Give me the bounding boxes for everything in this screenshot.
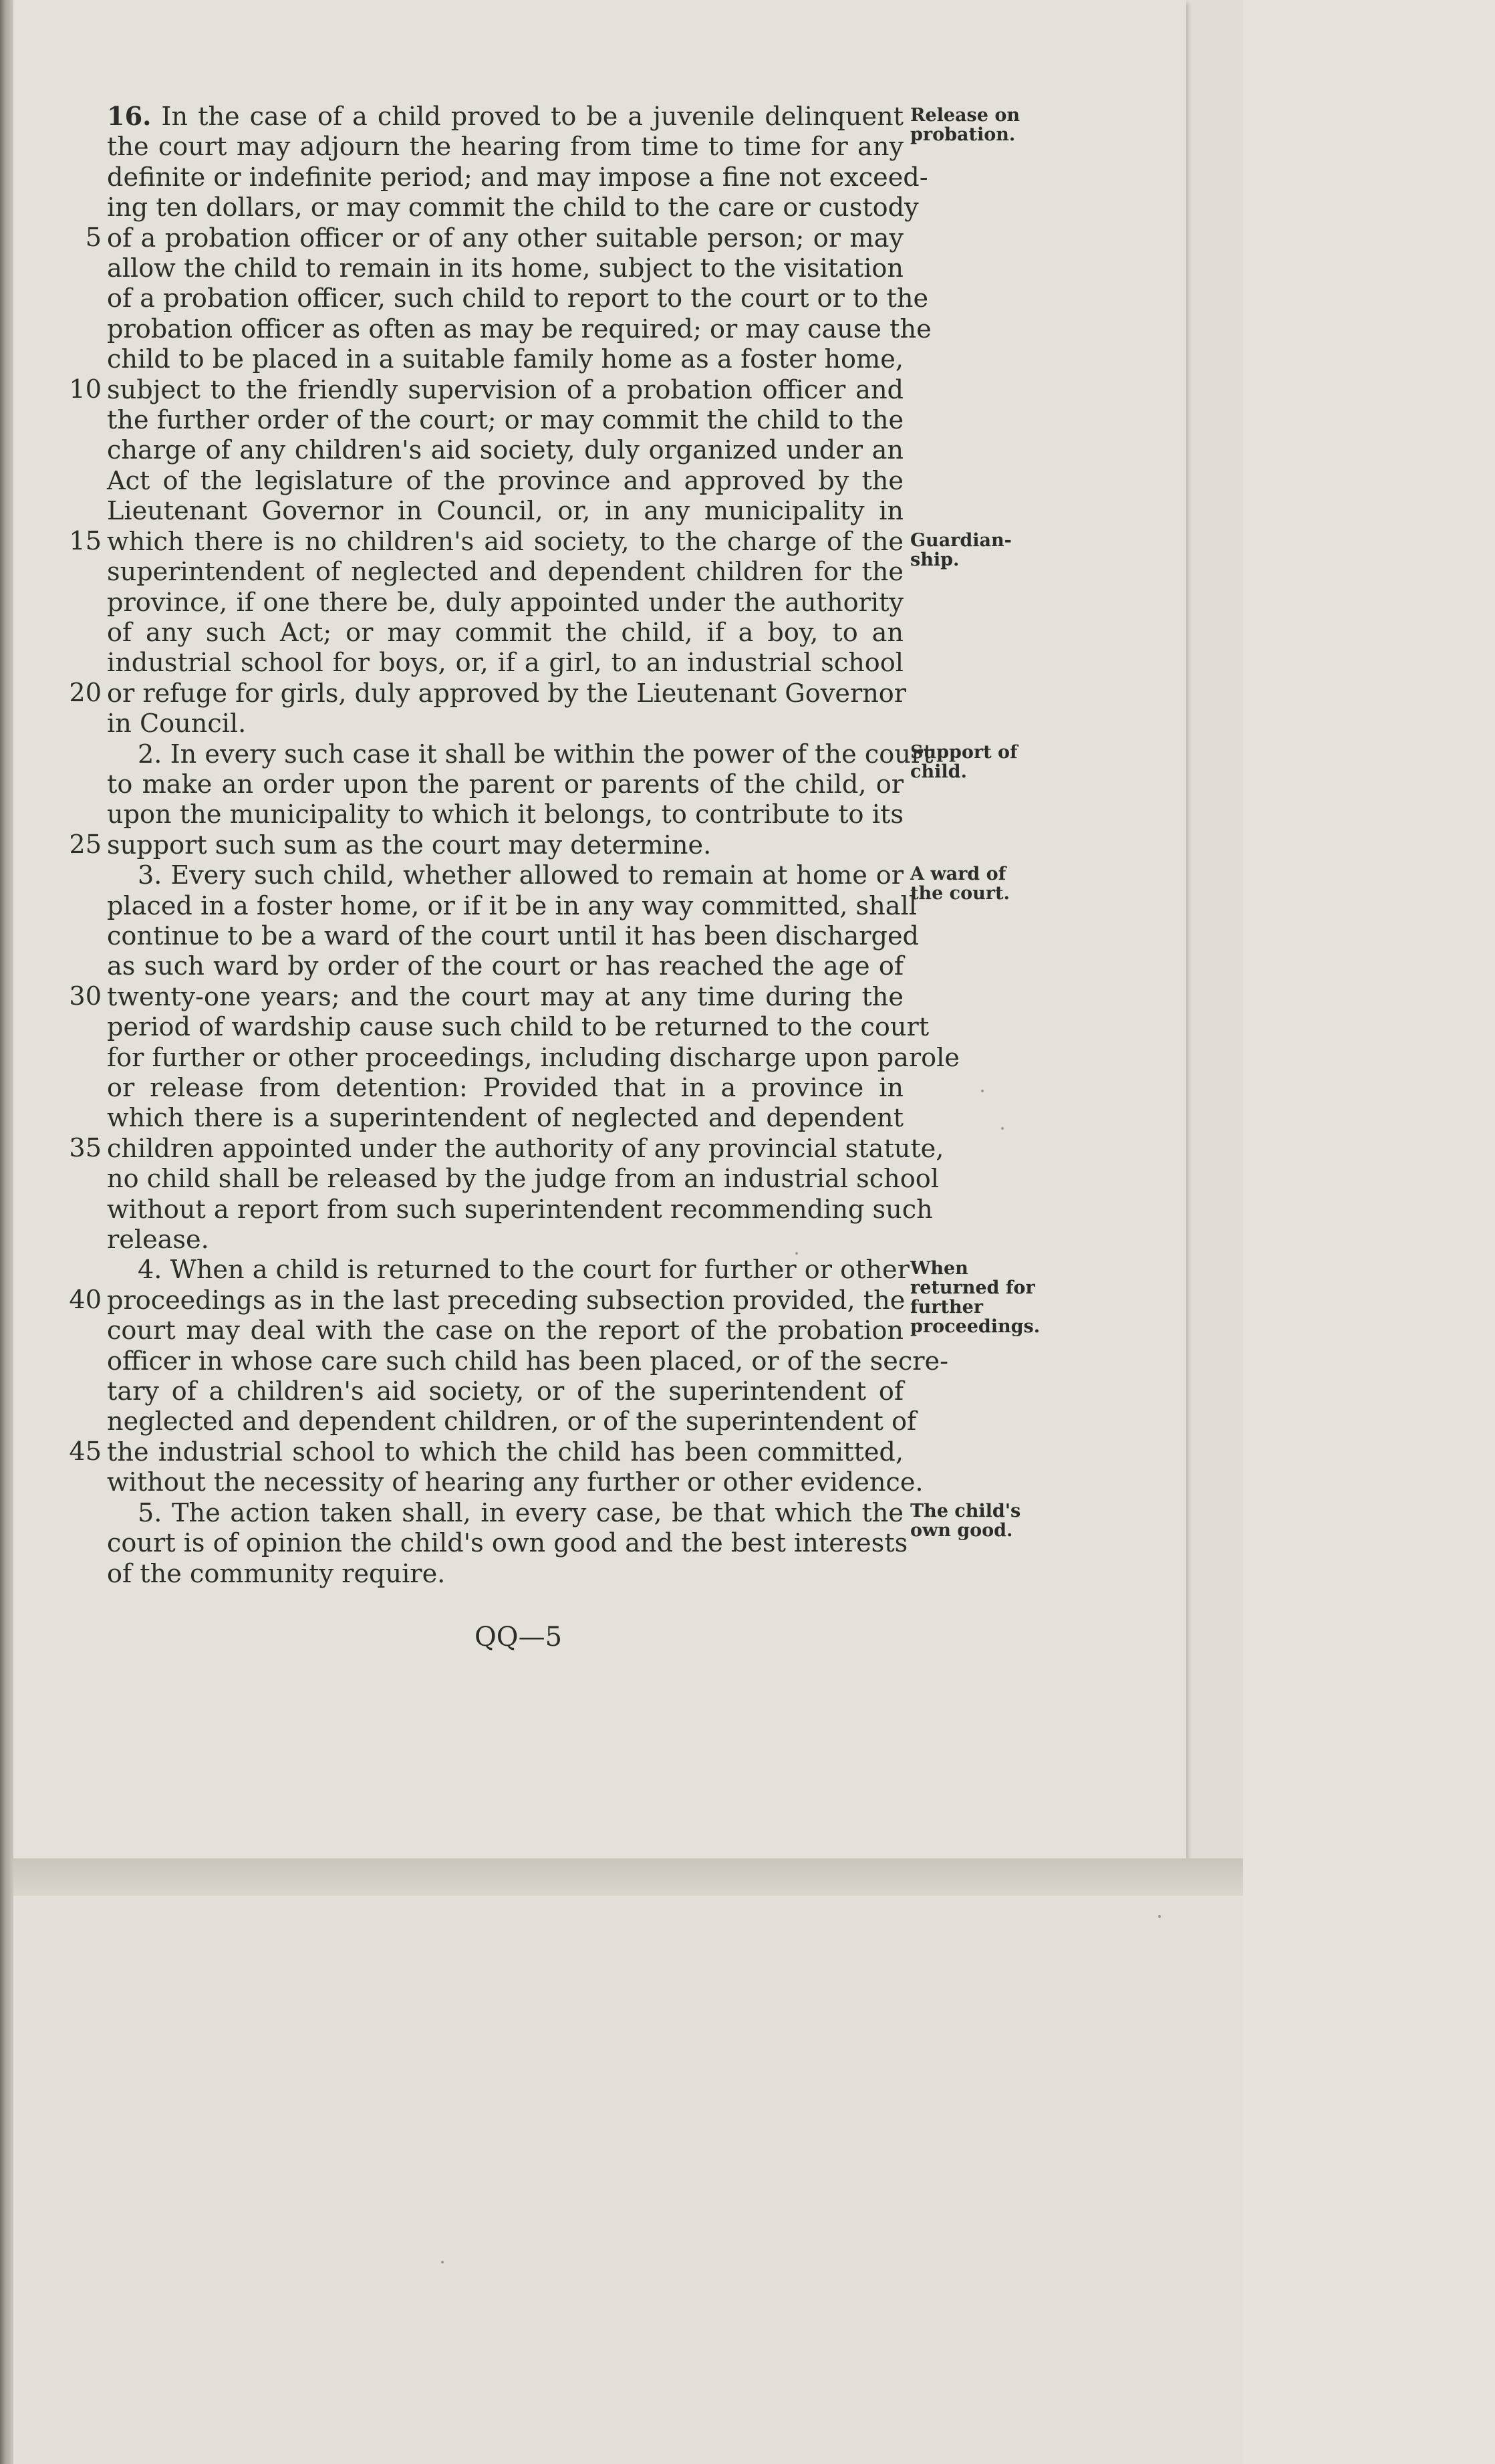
text-line: tary of a children's aid society, or of the superintendent of: [107, 1377, 904, 1407]
text-line: allow the child to remain in its home, subject to the visitation: [107, 254, 904, 284]
text-line: court is of opinion the child's own good and the best interests: [107, 1529, 908, 1559]
text-line: of a probation officer, such child to report to the court or to the: [107, 284, 929, 314]
text-line: no child shall be released by the judge from an industrial school: [107, 1164, 939, 1195]
text-line: 5. The action taken shall, in every case, be that which the: [138, 1498, 904, 1528]
text-line: charge of any children's aid society, duly organized under an: [107, 436, 904, 466]
text-line: or release from detention: Provided that in a province in: [107, 1074, 904, 1103]
line-number: 40: [69, 1285, 102, 1315]
underlying-page-edge-lower: [1243, 0, 1495, 2464]
line-number: 10: [69, 374, 102, 404]
text-line: the court may adjourn the hearing from time to time for any: [107, 132, 904, 162]
line-number: 30: [69, 981, 102, 1011]
text-line: 4. When a child is returned to the court for further or other: [138, 1255, 910, 1285]
text-line: placed in a foster home, or if it be in any way committed, shall: [107, 891, 917, 921]
paper-speck: [1158, 1915, 1161, 1918]
margin-note-ward: [910, 864, 1010, 903]
line-number: 25: [69, 830, 102, 860]
text-line: superintendent of neglected and dependent children for the: [107, 558, 904, 588]
text-line: without a report from such superintendent recommending such: [107, 1195, 933, 1225]
paper-speck: [1001, 1127, 1004, 1130]
text-line: neglected and dependent children, or of the superintendent of: [107, 1407, 917, 1437]
paper-speck: [441, 2261, 444, 2263]
text-line: 16. In the case of a child proved to be a juvenile delinquent: [107, 102, 904, 132]
text-line: of a probation officer or of any other suitable person; or may: [107, 223, 904, 253]
page-folio: QQ—5: [474, 1622, 563, 1652]
margin-note-line: The child's: [910, 1501, 1021, 1522]
text-line: court may deal with the case on the report of the probation: [107, 1316, 904, 1346]
text-line: children appointed under the authority of any provincial statute,: [107, 1134, 944, 1164]
margin-note-line: Guardian-: [910, 529, 1012, 551]
margin-note-line: Support of: [910, 742, 1018, 763]
text-line: in Council.: [107, 709, 247, 739]
text-line: as such ward by order of the court or has reached the age of: [107, 952, 904, 982]
margin-note-line: returned for: [910, 1277, 1035, 1299]
text-line: of the community require.: [107, 1559, 446, 1589]
margin-note-line: the court.: [910, 883, 1010, 904]
text-line: to make an order upon the parent or parents of the child, or: [107, 769, 904, 799]
text-line: or refuge for girls, duly approved by the Lieutenant Governor: [107, 679, 907, 709]
text-line: support such sum as the court may determine.: [107, 830, 712, 860]
blank-lower-page: [13, 1896, 1243, 2464]
text-line: child to be placed in a suitable family home as a foster home,: [107, 345, 904, 375]
line-number: 45: [69, 1437, 102, 1467]
text-line: upon the municipality to which it belongs, to contribute to its: [107, 800, 904, 830]
text-line: the industrial school to which the child has been committed,: [107, 1437, 904, 1467]
text-line: without the necessity of hearing any further or other evidence.: [107, 1468, 924, 1498]
text-line: which there is a superintendent of neglected and dependent: [107, 1104, 904, 1134]
text-line: which there is no children's aid society, to the charge of the: [107, 527, 904, 557]
text-line: twenty-one years; and the court may at any time during the: [107, 982, 904, 1012]
text-line: definite or indefinite period; and may impose a fine not exceed-: [107, 162, 928, 193]
margin-note-support: [910, 743, 1018, 781]
margin-note-line: probation.: [910, 124, 1016, 145]
text-line: probation officer as often as may be required; or may cause the: [107, 314, 932, 344]
text-line: proceedings as in the last preceding subsection provided, the: [107, 1285, 906, 1316]
paper-speck: [795, 1252, 798, 1255]
section-number: 16.: [107, 102, 152, 132]
margin-note-good: [910, 1501, 1021, 1540]
text-line: Lieutenant Governor in Council, or, in any municipality in: [107, 497, 904, 527]
text-line: industrial school for boys, or, if a girl, to an industrial school: [107, 648, 904, 679]
text-line: of any such Act; or may commit the child, if a boy, to an: [107, 618, 904, 648]
text-line: 3. Every such child, whether allowed to remain at home or: [138, 861, 904, 891]
text-line: release.: [107, 1225, 209, 1255]
text-line: the further order of the court; or may commit the child to the: [107, 406, 904, 436]
margin-note-returned: [910, 1259, 1040, 1336]
statute-section-16-body: [69, 102, 960, 1590]
margin-note-line: A ward of: [910, 864, 1006, 884]
line-number: 5: [85, 223, 102, 253]
text-line: subject to the friendly supervision of a probation officer and: [107, 375, 904, 405]
text-line: ing ten dollars, or may commit the child to the care or custody: [107, 193, 919, 223]
page-fold-seam: [13, 1858, 1243, 1896]
margin-note-line: Release on: [910, 105, 1020, 126]
line-number: 15: [69, 526, 102, 556]
text-line: 2. In every such case it shall be within the power of the court: [138, 739, 934, 769]
margin-note-line: proceedings.: [910, 1316, 1041, 1338]
line-number: 20: [69, 678, 102, 708]
margin-note-line: own good.: [910, 1520, 1013, 1542]
text-line: province, if one there be, duly appointed under the authority: [107, 588, 904, 618]
margin-note-line: further: [910, 1297, 983, 1318]
paper-speck: [981, 1090, 984, 1092]
margin-note-guardianship: [910, 531, 1012, 570]
text-line: continue to be a ward of the court until it has been discharged: [107, 921, 919, 951]
margin-note-line: ship.: [910, 549, 960, 570]
text-line: officer in whose care such child has been placed, or of the secre-: [107, 1346, 948, 1376]
line-number: 35: [69, 1133, 102, 1163]
binding-edge: [0, 0, 13, 2464]
text-line: period of wardship cause such child to be returned to the court: [107, 1013, 930, 1043]
margin-note-release: [910, 106, 1020, 144]
text-line: Act of the legislature of the province and approved by the: [107, 466, 904, 496]
margin-note-line: When: [910, 1258, 968, 1279]
text-line: for further or other proceedings, including discharge upon parole: [107, 1043, 960, 1073]
margin-note-line: child.: [910, 761, 967, 783]
